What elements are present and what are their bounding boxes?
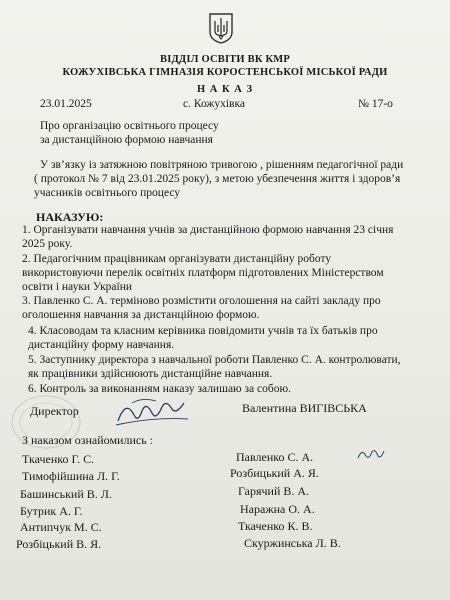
acquainted-right-2: Розбицький А. Я. bbox=[230, 466, 319, 480]
school-name: КОЖУХІВСЬКА ГІМНАЗІЯ КОРОСТЕНСЬКОЇ МІСЬКОЇ РАДИ bbox=[62, 67, 388, 78]
acquainted-title: З наказом ознайомились : bbox=[22, 433, 154, 447]
acquainted-left-3: Башинський В. Л. bbox=[20, 487, 112, 501]
doc-place: с. Кожухівка bbox=[183, 98, 246, 110]
order-item-4-line-1: 4. Класоводам та класним керівника повідомити учнів та їх батьків про bbox=[28, 325, 378, 337]
order-item-1-line-1: 1. Організувати навчання учнів за дистанційною формою навчання 23 січня bbox=[22, 224, 394, 236]
acquainted-right-3: Гарячий В. А. bbox=[238, 484, 310, 498]
acquainted-left-6: Розбіцький В. Я. bbox=[16, 537, 102, 551]
order-title: НАКАЗУЮ: bbox=[36, 210, 104, 224]
order-item-2-line-1: 2. Педагогічним працівникам організувати дистанційну роботу bbox=[22, 253, 332, 265]
subject-line-1: Про організацію освітнього процесу bbox=[40, 120, 219, 132]
acquainted-left-5: Антипчук М. С. bbox=[20, 520, 102, 534]
order-item-5-line-1: 5. Заступнику директора з навчальної роботи Павленко С. А. контролювати, bbox=[28, 354, 401, 366]
acquainted-left-2: Тимофійшина Л. Г. bbox=[22, 469, 120, 483]
acquainted-right-6: Скуржинська Л. В. bbox=[244, 536, 341, 550]
director-name: Валентина ВИГІВСЬКА bbox=[242, 401, 367, 415]
acquainted-right-1: Павленко С. А. bbox=[236, 450, 314, 464]
order-item-3-line-2: оголошення навчання за дистанційною формою. bbox=[22, 309, 260, 321]
pavlenko-signature-icon bbox=[356, 446, 386, 462]
org-name: ВІДДІЛ ОСВІТИ ВК КМР bbox=[159, 54, 290, 65]
preamble-line-3: учасників освітнього процесу bbox=[34, 187, 181, 199]
director-signature-icon bbox=[112, 393, 190, 429]
acquainted-right-5: Ткаченко К. В. bbox=[238, 519, 313, 533]
order-item-3-line-1: 3. Павленко С. А. терміново розмістити оголошення на сайті закладу про bbox=[22, 295, 381, 307]
trident-emblem-icon bbox=[208, 12, 234, 44]
order-item-2-line-2: використовуючи перелік освітніх платформ підготовлених Міністерством bbox=[22, 267, 384, 279]
doc-date: 23.01.2025 bbox=[40, 98, 92, 110]
preamble-line-1: У зв’язку із затяжною повітряною тривогою , рішенням педагогічної ради bbox=[40, 159, 404, 171]
acquainted-left-1: Ткаченко Г. С. bbox=[22, 452, 95, 466]
preamble-line-2: ( протокол № 7 від 23.01.2025 року), з метою убезпечення життя і здоров’я bbox=[34, 173, 401, 185]
order-item-4-line-2: дистанційну форму навчання. bbox=[28, 339, 175, 351]
acquainted-left-4: Бутрик А. Г. bbox=[20, 504, 83, 518]
doc-number: № 17-о bbox=[358, 98, 393, 110]
order-item-6-line-1: 6. Контроль за виконанням наказу залишаю за собою. bbox=[28, 383, 291, 395]
doc-type: Н А К А З bbox=[197, 84, 253, 95]
order-item-5-line-2: як працівники здійснюють дистанційне навчання. bbox=[28, 368, 273, 380]
order-item-1-line-2: 2025 року. bbox=[22, 238, 73, 250]
order-item-2-line-3: освіти і науки України bbox=[22, 281, 133, 293]
signature-role: Директор bbox=[30, 404, 79, 418]
acquainted-right-4: Наражна О. А. bbox=[240, 502, 315, 516]
subject-line-2: за дистанційною формою навчання bbox=[40, 134, 213, 146]
